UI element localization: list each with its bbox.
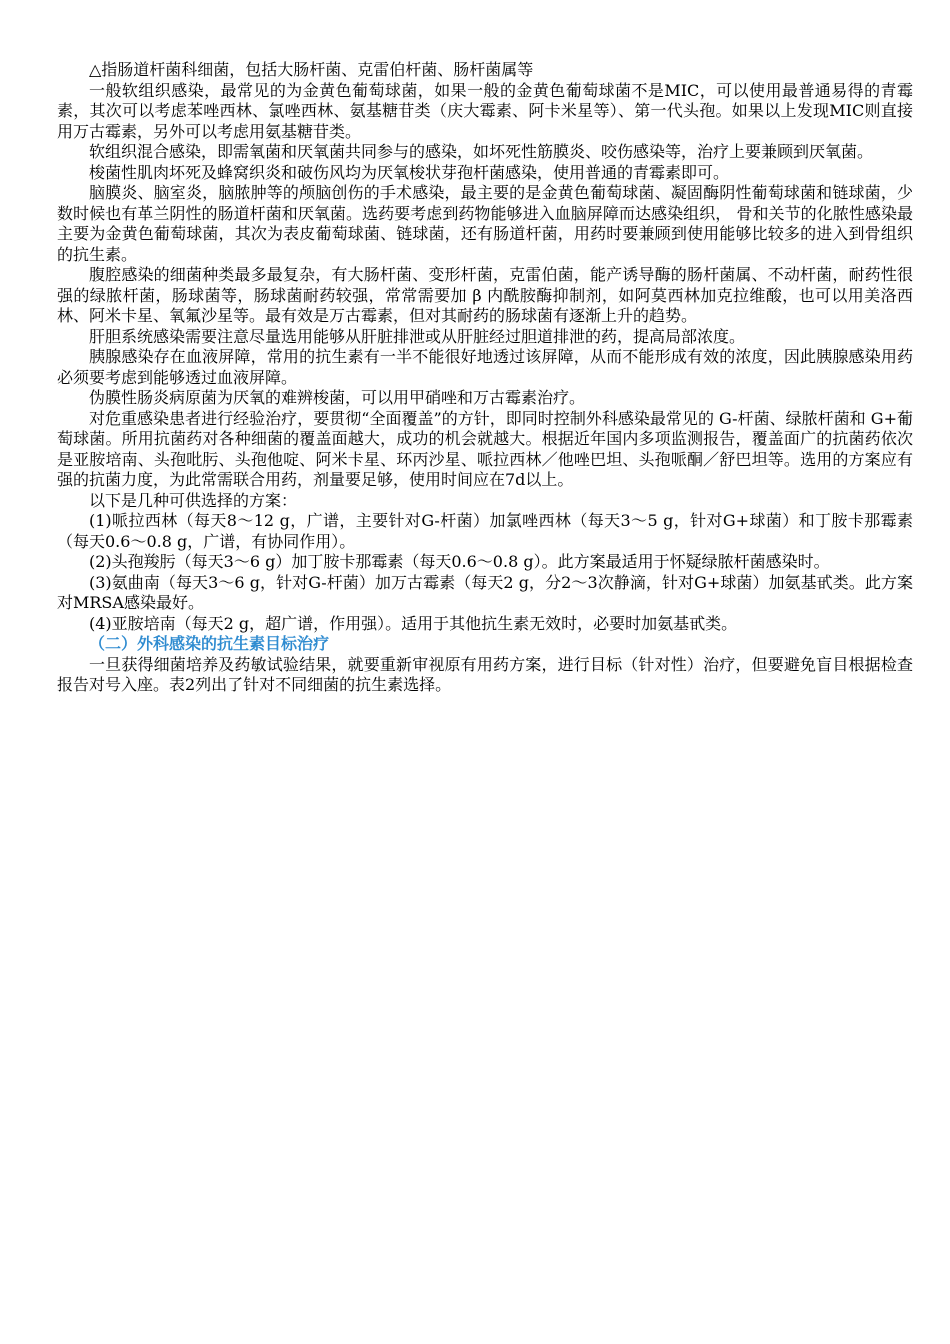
paragraph-pseudomembranous-colitis: 伪膜性肠炎病原菌为厌氧的难辨梭菌，可以用甲硝唑和万古霉素治疗。 [89,388,586,407]
paragraph-option-1: (1)哌拉西林（每天8～12 g，广谱，主要针对G-杆菌）加氯唑西林（每天3～5 g，针对G+球菌）和丁胺卡那霉素（每天0.6～0.8 g，广谱，有协同作用）。 [57,511,913,551]
paragraph-pancreatic-infection: 胰腺感染存在血液屏障，常用的抗生素有一半不能很好地透过该屏障，从而不能形成有效的浓度，因此胰腺感染用药必须要考虑到能够透过血液屏障。 [57,347,913,387]
paragraph-mixed-infection: 软组织混合感染，即需氧菌和厌氧菌共同参与的感染，如坏死性筋膜炎、咬伤感染等，治疗上要兼顾到厌氧菌。 [89,142,874,161]
paragraph-option-4: (4)亚胺培南（每天2 g，超广谱，作用强）。适用于其他抗生素无效时，必要时加氨基甙类。 [89,613,738,633]
paragraph-enterobacteria-note: △指肠道杆菌科细菌，包括大肠杆菌、克雷伯杆菌、肠杆菌属等 [89,60,534,79]
paragraph-option-3: (3)氨曲南（每天3～6 g，针对G-杆菌）加万古霉素（每天2 g，分2～3次静滴，针对G+球菌）加氨基甙类。此方案对MRSA感染最好。 [57,572,913,612]
document-body [57,60,913,696]
paragraph-clostridial-infection: 梭菌性肌肉坏死及蜂窝织炎和破伤风均为厌氧梭状芽孢杆菌感染，使用普通的青霉素即可。 [89,162,730,182]
paragraph-hepatobiliary-infection: 肝胆系统感染需要注意尽量选用能够从肝脏排泄或从肝脏经过胆道排泄的药，提高局部浓度。 [89,326,746,346]
paragraph-options-intro: 以下是几种可供选择的方案： [89,490,298,510]
paragraph-abdominal-infection: 腹腔感染的细菌种类最多最复杂，有大肠杆菌、变形杆菌，克雷伯菌，能产诱导酶的肠杆菌属、不动杆菌，耐药性很强的绿脓杆菌，肠球菌等，肠球菌耐药较强，常常需要加 β 内酰胺酶抑制剂，如阿莫西林加克拉维酸，也可以用美洛西林、阿米卡星、氧氟沙星等。最有效是万古霉素，但对其耐药的肠球菌有逐渐上升的趋势。 [57,265,913,325]
paragraph-targeted-therapy: 一旦获得细菌培养及药敏试验结果，就要重新审视原有用药方案，进行目标（针对性）治疗，但要避免盲目根据检查报告对号入座。表2列出了针对不同细菌的抗生素选择。 [57,654,913,694]
paragraph-empirical-therapy: 对危重感染患者进行经验治疗，要贯彻“全面覆盖”的方针，即同时控制外科感染最常见的 G-杆菌、绿脓杆菌和 G+葡萄球菌。所用抗菌药对各种细菌的覆盖面越大，成功的机会就越大。根据近年国内多项监测报告，覆盖面广的抗菌药依次是亚胺培南、头孢吡肟、头孢他啶、阿米卡星、环丙沙星、哌拉西林／他唑巴坦、头孢哌酮／舒巴坦等。选用的方案应有强的抗菌力度，为此常需联合用药，剂量要足够，使用时间应在7d以上。 [57,408,913,489]
section-heading-targeted-therapy: （二）外科感染的抗生素目标治疗 [89,634,330,653]
paragraph-soft-tissue-infection: 一般软组织感染，最常见的为金黄色葡萄球菌，如果一般的金黄色葡萄球菌不是MIC，可以使用最普通易得的青霉素，其次可以考虑苯唑西林、氯唑西林、氨基糖苷类（庆大霉素、阿卡米星等）、第一代头孢。如果以上发现MIC则直接用万古霉素，另外可以考虑用氨基糖苷类。 [57,80,913,141]
paragraph-cranial-bone-infection: 脑膜炎、脑室炎，脑脓肿等的颅脑创伤的手术感染，最主要的是金黄色葡萄球菌、凝固酶阴性葡萄球菌和链球菌，少数时候也有革兰阴性的肠道杆菌和厌氧菌。选药要考虑到药物能够进入血脑屏障而达感染组织， 骨和关节的化脓性感染最主要为金黄色葡萄球菌，其次为表皮葡萄球菌、链球菌，还有肠道杆菌，用药时要兼顾到使用能够比较多的进入到骨组织的抗生素。 [57,183,913,264]
paragraph-option-2: (2)头孢羧肟（每天3～6 g）加丁胺卡那霉素（每天0.6～0.8 g）。此方案最适用于怀疑绿脓杆菌感染时。 [89,552,830,571]
